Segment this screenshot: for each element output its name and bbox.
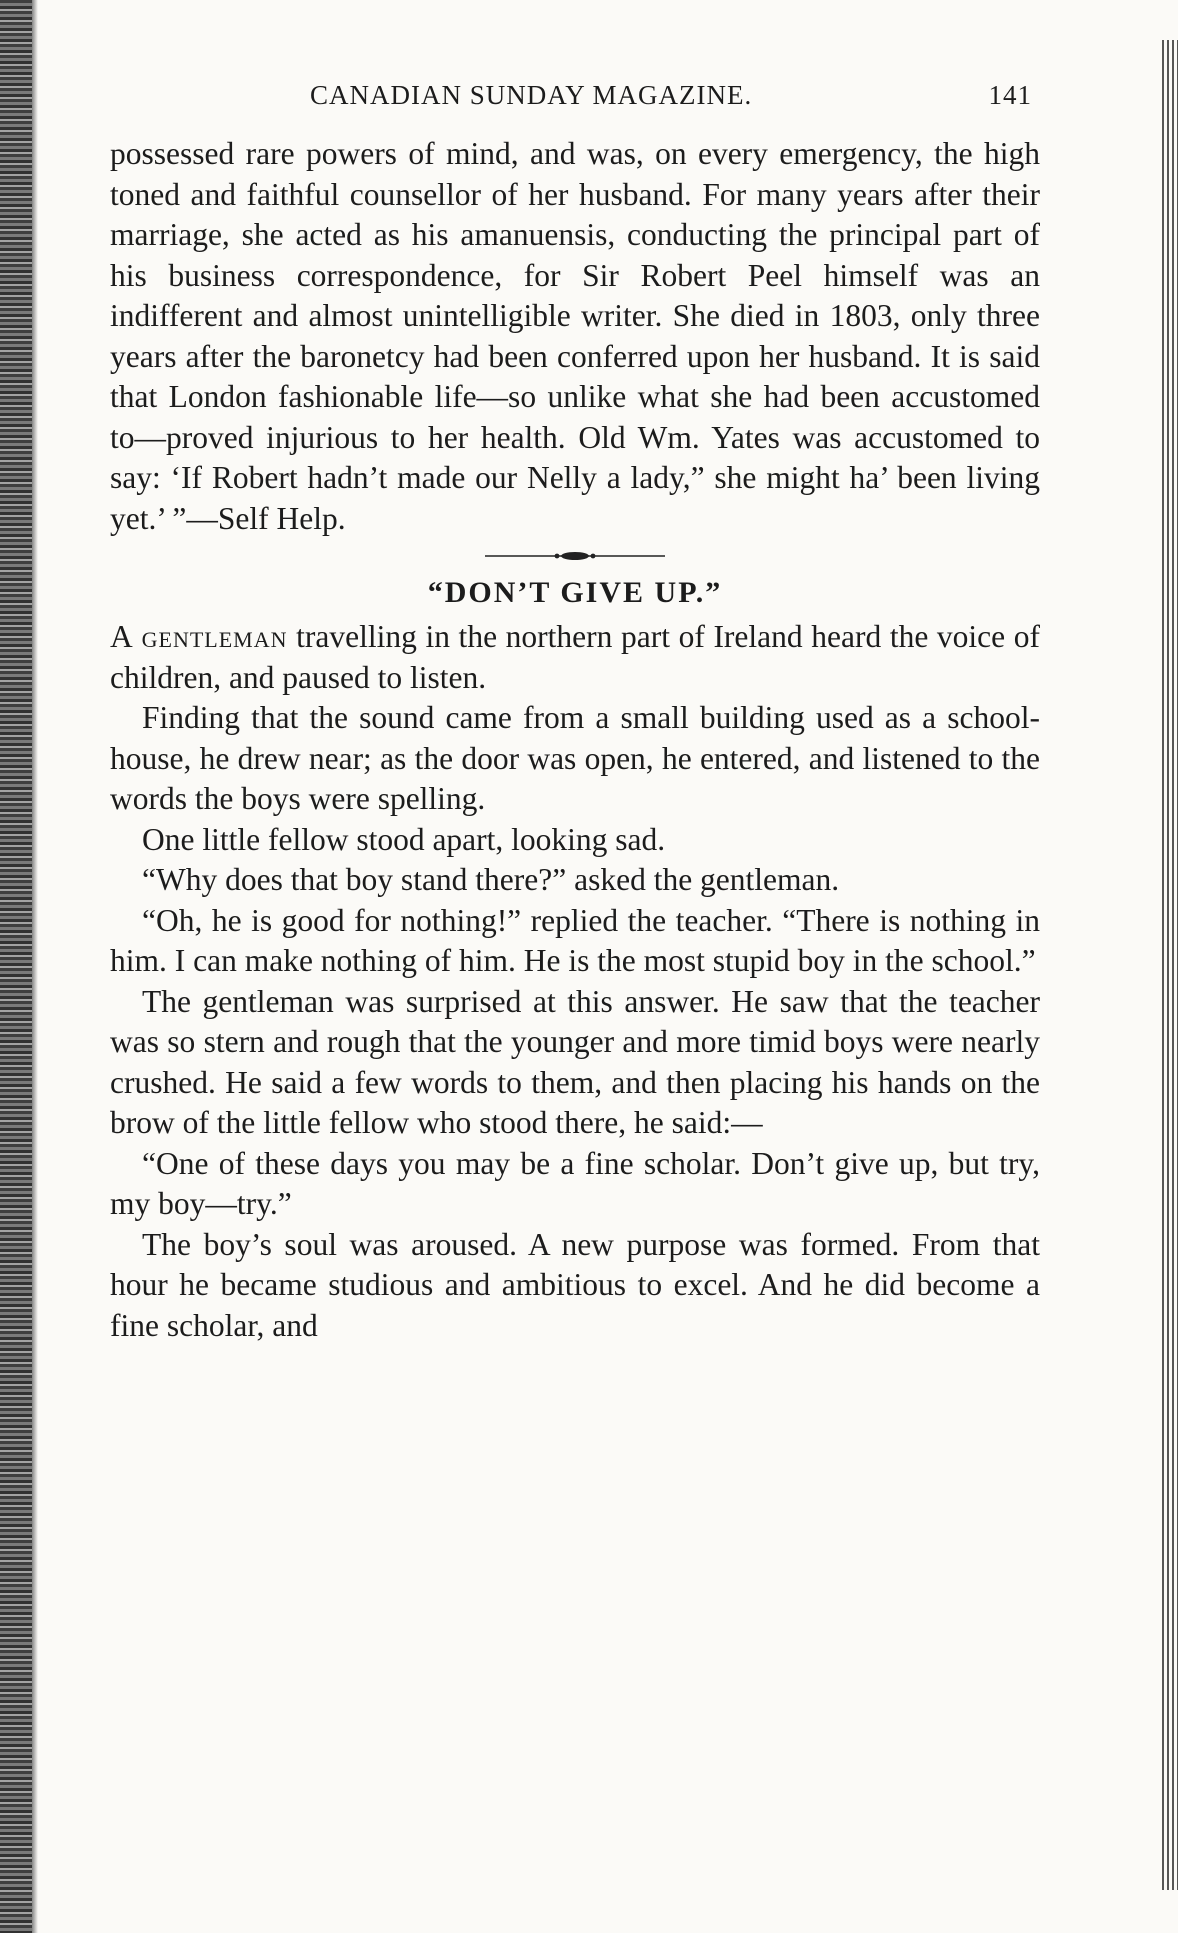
article-paragraph: One little fellow stood apart, looking sad. (142, 821, 666, 857)
continued-article (110, 134, 1040, 539)
article-paragraph: Finding that the sound came from a small building used as a school-house, he drew near; as the door was open, he entered, and listened to the words the boys were spelling. (110, 700, 1040, 816)
magazine-title: CANADIAN SUNDAY MAGAZINE. (310, 80, 753, 110)
section-divider (110, 539, 1040, 573)
article-paragraph: The gentleman was surprised at this answer. He saw that the teacher was so stern and rough that the younger and more timid boys were nearly crushed. He said a few words to them, and then placing his hands on the brow of the little fellow who stood there, he said:— (110, 983, 1040, 1140)
lead-rest: travelling in the northern part of Ireland heard the voice of children, and paused to listen. (110, 619, 1040, 695)
running-head (110, 80, 1040, 120)
article-title: “DON’T GIVE UP.” (427, 576, 723, 609)
scan-right-edge (1162, 40, 1178, 1890)
article-paragraph: The boy’s soul was aroused. A new purpose was formed. From that hour he became studious and ambitious to excel. And he did become a fine scholar, and (110, 1226, 1040, 1343)
lead-paragraph (110, 617, 1040, 698)
lead-smallcaps: A gentleman (110, 619, 288, 654)
article-body (110, 617, 1040, 1346)
divider-rule-icon (485, 549, 665, 563)
page-number: 141 (988, 80, 1032, 110)
book-page (110, 80, 1040, 1820)
continued-paragraph: possessed rare powers of mind, and was, on every emergency, the high toned and faithful counsellor of her husband. For many years after their marriage, she acted as his amanuensis, conducting the principal part of his business correspondence, for Sir Robert Peel himself was an indifferent and almost unintelligible writer. She died in 1803, only three years after the baronetcy had been conferred upon her husband. It is said that London fashionable life—so unlike what she had been accustomed to—proved injurious to her health. Old Wm. Yates was accustomed to say: ‘If Robert hadn’t made our Nelly a lady,” she might ha’ been living yet.’ ”—Self Help. (110, 136, 1040, 536)
scan-binding-edge (0, 0, 32, 1933)
article-paragraph: “Oh, he is good for nothing!” replied the teacher. “There is nothing in him. I can make nothing of him. He is the most stupid boy in the school.” (110, 902, 1040, 978)
article-paragraph: “Why does that boy stand there?” asked the gentleman. (142, 862, 840, 897)
article-paragraph: “One of these days you may be a fine scholar. Don’t give up, but try, my boy—try.” (110, 1145, 1040, 1221)
